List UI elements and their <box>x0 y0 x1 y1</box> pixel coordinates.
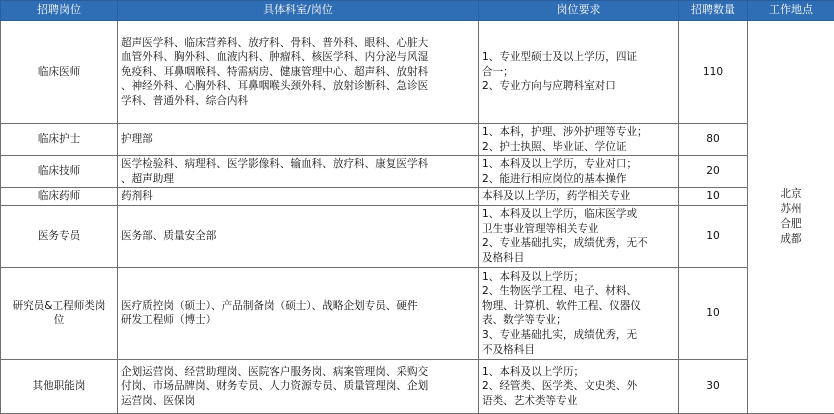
department-cell <box>118 359 479 413</box>
location-cell <box>748 21 834 414</box>
requirements-cell-line: 1、专业型硕士及以上学历，四证 <box>482 50 675 65</box>
location-city: 北京 <box>751 187 831 202</box>
requirements-cell-line: 及格科目 <box>482 251 675 266</box>
table-row <box>1 124 834 156</box>
requirements-cell-line: 卫生事业管理等相关专业 <box>482 222 675 237</box>
count-cell: 10 <box>679 188 748 206</box>
header-position: 招聘岗位 <box>1 1 118 21</box>
requirements-cell <box>479 188 679 206</box>
location-city: 成都 <box>751 232 831 247</box>
count-cell: 110 <box>679 21 748 124</box>
department-cell <box>118 267 479 359</box>
requirements-cell <box>479 156 679 188</box>
department-cell-line: 血管外科、胸外科、血液内科、肿瘤科、核医学科、内分泌与风湿 <box>121 50 475 65</box>
requirements-cell <box>479 21 679 124</box>
requirements-cell-line: 2、护士执照、毕业证、学位证 <box>482 140 675 155</box>
count-cell: 20 <box>679 156 748 188</box>
department-cell <box>118 21 479 124</box>
department-cell <box>118 124 479 156</box>
count-cell: 80 <box>679 124 748 156</box>
department-cell-line: 付岗、市场品牌岗、财务专员、人力资源专员、质量管理岗、企划 <box>121 379 475 394</box>
requirements-cell-line: 语类、艺术类等专业 <box>482 394 675 409</box>
department-cell-line: 免疫科、耳鼻咽喉科、特需病房、健康管理中心、超声科、放射科 <box>121 65 475 80</box>
requirements-cell-line: 本科及以上学历，药学相关专业 <box>482 189 675 204</box>
department-cell-line: 护理部 <box>121 132 475 147</box>
department-cell-line: 运营岗、医保岗 <box>121 394 475 409</box>
header-requirements: 岗位要求 <box>479 1 679 21</box>
requirements-cell-line: 1、本科及以上学历，专业对口； <box>482 157 675 172</box>
department-cell-line: 企划运营岗、经营助理岗、医院客户服务岗、病案管理岗、采购交 <box>121 365 475 380</box>
table-row <box>1 21 834 124</box>
department-cell-line: 药剂科 <box>121 189 475 204</box>
position-cell <box>1 124 118 156</box>
count-cell: 30 <box>679 359 748 413</box>
count-cell: 10 <box>679 205 748 267</box>
requirements-cell-line: 2、经管类、医学类、文史类、外 <box>482 379 675 394</box>
requirements-cell-line: 1、本科，护理、涉外护理等专业； <box>482 125 675 140</box>
position-cell <box>1 188 118 206</box>
department-cell <box>118 156 479 188</box>
table-header-row <box>1 1 834 21</box>
department-cell <box>118 205 479 267</box>
requirements-cell <box>479 359 679 413</box>
department-cell-line: 、神经外科、心胸外科、耳鼻咽喉头颈外科、放射诊断科、急诊医 <box>121 79 475 94</box>
position-cell-line: 研究员&工程师类岗 <box>4 299 114 314</box>
header-count: 招聘数量 <box>679 1 748 21</box>
header-location: 工作地点 <box>748 1 834 21</box>
count-cell: 10 <box>679 267 748 359</box>
department-cell-line: 医务部、质量安全部 <box>121 229 475 244</box>
location-city: 合肥 <box>751 217 831 232</box>
requirements-cell <box>479 205 679 267</box>
position-cell-line: 医务专员 <box>4 229 114 244</box>
table-row <box>1 267 834 359</box>
requirements-cell-line: 2、生物医学工程、电子、材料、 <box>482 284 675 299</box>
requirements-cell-line: 物理、计算机、软件工程、仪器仪 <box>482 299 675 314</box>
position-cell-line: 其他职能岗 <box>4 379 114 394</box>
header-department: 具体科室/岗位 <box>118 1 479 21</box>
requirements-cell-line: 合一； <box>482 65 675 80</box>
position-cell <box>1 156 118 188</box>
requirements-cell-line: 2、专业基础扎实，成绩优秀，无不 <box>482 236 675 251</box>
department-cell-line: 医疗质控岗（硕士）、产品制备岗（硕士）、战略企划专员、硬件 <box>121 299 475 314</box>
location-city: 苏州 <box>751 202 831 217</box>
table-row <box>1 205 834 267</box>
position-cell <box>1 205 118 267</box>
requirements-cell <box>479 267 679 359</box>
position-cell-line: 位 <box>4 313 114 328</box>
table-row <box>1 359 834 413</box>
requirements-cell-line: 1、本科及以上学历； <box>482 365 675 380</box>
position-cell <box>1 267 118 359</box>
requirements-cell-line: 3、专业基础扎实，成绩优秀，无 <box>482 328 675 343</box>
department-cell-line: 研发工程师（博士） <box>121 313 475 328</box>
position-cell-line: 临床药师 <box>4 189 114 204</box>
requirements-cell-line: 表、数学等专业； <box>482 313 675 328</box>
department-cell-line: 、超声助理 <box>121 172 475 187</box>
requirements-cell-line: 不及格科目 <box>482 343 675 358</box>
department-cell <box>118 188 479 206</box>
requirements-cell-line: 2、专业方向与应聘科室对口 <box>482 79 675 94</box>
requirements-cell <box>479 124 679 156</box>
position-cell-line: 临床医师 <box>4 65 114 80</box>
position-cell-line: 临床护士 <box>4 132 114 147</box>
requirements-cell-line: 2、能进行相应岗位的基本操作 <box>482 172 675 187</box>
requirements-cell-line: 1、本科及以上学历； <box>482 270 675 285</box>
department-cell-line: 医学检验科、病理科、医学影像科、输血科、放疗科、康复医学科 <box>121 157 475 172</box>
table-row <box>1 156 834 188</box>
requirements-cell-line: 1、本科及以上学历，临床医学或 <box>482 207 675 222</box>
position-cell <box>1 21 118 124</box>
department-cell-line: 超声医学科、临床营养科、放疗科、骨科、普外科、眼科、心脏大 <box>121 36 475 51</box>
table-row <box>1 188 834 206</box>
position-cell-line: 临床技师 <box>4 164 114 179</box>
department-cell-line: 学科、普通外科、综合内科 <box>121 94 475 109</box>
position-cell <box>1 359 118 413</box>
